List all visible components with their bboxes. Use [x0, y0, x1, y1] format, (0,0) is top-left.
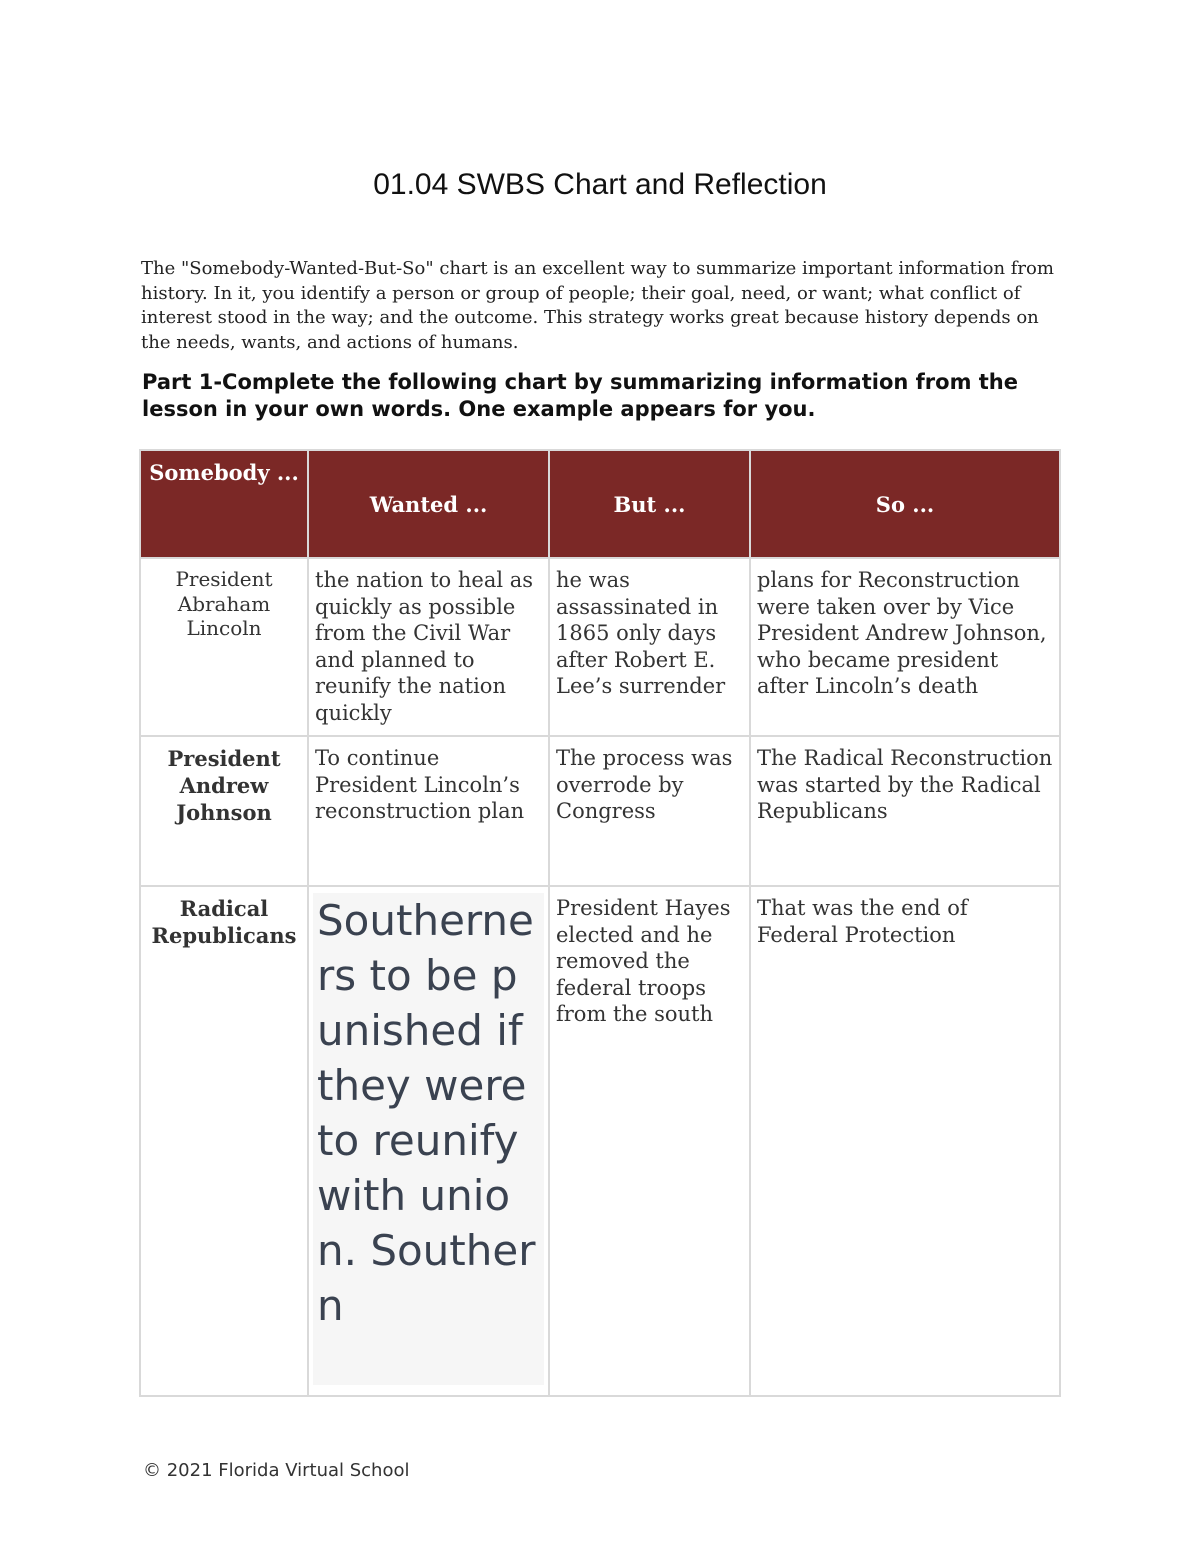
somebody-cell	[140, 558, 308, 736]
but-cell[interactable]	[549, 736, 750, 886]
wanted-text: the nation to heal as quickly as possible from the Civil War and planned to reunify the nation quickly	[315, 568, 534, 725]
somebody-text: Radical Republicans	[151, 896, 297, 948]
intro-text: The "Somebody-Wanted-But-So" chart is an excellent way to summarize important information from history. In it, you identify a person or group of people; their goal, need, or want; what conflict of interest stood in the way; and the outcome. This strategy works great because history depends on the needs, wants, and actions of humans.	[141, 258, 1054, 353]
wanted-answer-text: Southerners to be punished if they were to reunify with union. Southern	[313, 893, 544, 1385]
so-cell	[750, 558, 1060, 736]
but-text: President Hayes elected and he removed the federal troops from the south	[556, 896, 731, 1026]
wanted-cell[interactable]	[308, 736, 549, 886]
somebody-cell	[140, 736, 308, 886]
header-but: But ...	[549, 450, 750, 558]
part1-heading: Part 1-Complete the following chart by summarizing information from the lesson in your own words. One example appears for you.	[142, 370, 1018, 421]
somebody-text: President Abraham Lincoln	[175, 567, 273, 640]
so-cell[interactable]	[750, 736, 1060, 886]
somebody-text: President Andrew Johnson	[167, 746, 281, 825]
header-row	[140, 450, 1060, 558]
header-so: So ...	[750, 450, 1060, 558]
but-cell	[549, 558, 750, 736]
wanted-cell[interactable]	[308, 886, 549, 1396]
page-title: 01.04 SWBS Chart and Reflection	[373, 168, 827, 201]
but-cell[interactable]	[549, 886, 750, 1396]
table-row	[140, 558, 1060, 736]
table-row	[140, 736, 1060, 886]
so-text: The Radical Reconstruction was started by the Radical Republicans	[757, 746, 1053, 823]
wanted-cell	[308, 558, 549, 736]
but-text: The process was overrode by Congress	[556, 746, 733, 823]
header-somebody: Somebody ...	[140, 450, 308, 558]
header-wanted: Wanted ...	[308, 450, 549, 558]
but-text: he was assassinated in 1865 only days after Robert E. Lee’s surrender	[556, 568, 726, 698]
copyright-footer: © 2021 Florida Virtual School	[143, 1460, 410, 1481]
somebody-cell	[140, 886, 308, 1396]
wanted-text: To continue President Lincoln’s reconstruction plan	[315, 746, 525, 823]
table-row	[140, 886, 1060, 1396]
so-text: plans for Reconstruction were taken over by Vice President Andrew Johnson, who became president after Lincoln’s death	[757, 568, 1047, 698]
intro-paragraph	[141, 257, 1061, 355]
so-cell[interactable]	[750, 886, 1060, 1396]
so-text: That was the end of Federal Protection	[757, 896, 968, 947]
swbs-chart	[139, 449, 1061, 1397]
